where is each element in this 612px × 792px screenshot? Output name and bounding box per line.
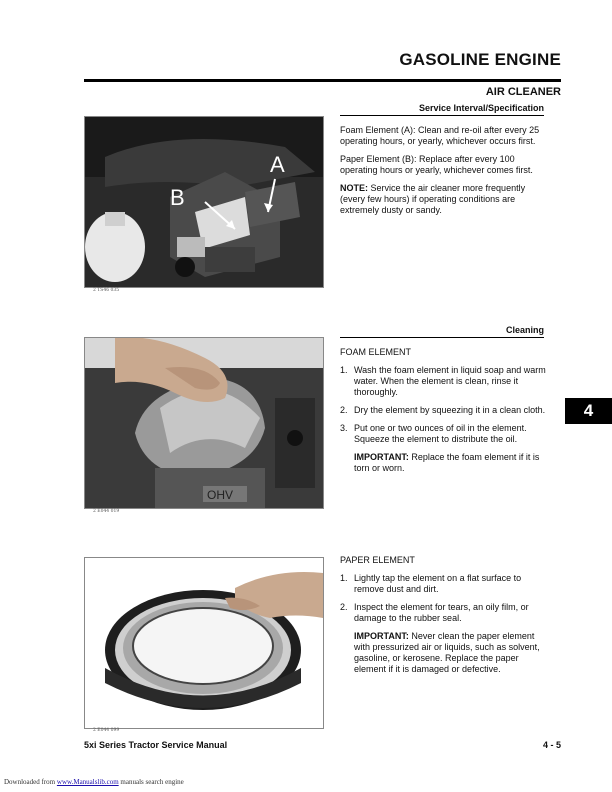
list-item: 2. Inspect the element for tears, an oily film, or damage to the rubber seal.	[340, 602, 529, 623]
photo-foam-element	[84, 337, 324, 509]
service-interval-text	[340, 125, 550, 223]
foam-steps	[340, 365, 546, 445]
photo-caption: 2 TS46 035	[93, 288, 120, 293]
photo-air-cleaner-location	[84, 116, 324, 288]
engine-label: OHV	[207, 488, 234, 502]
important-label: IMPORTANT:	[354, 631, 409, 641]
important-note: IMPORTANT: Replace the foam element if it is torn or worn.	[354, 452, 540, 473]
callout-b: B	[170, 185, 185, 210]
section-label-cleaning: Cleaning	[505, 325, 544, 335]
paper-heading: PAPER ELEMENT	[340, 555, 415, 565]
photo-caption: 2 E044 099	[93, 728, 120, 733]
section-title: AIR CLEANER	[485, 86, 561, 98]
important-label: IMPORTANT:	[354, 452, 409, 462]
footer-page-number: 4 - 5	[542, 740, 561, 750]
paper-cleaning-text	[340, 555, 546, 682]
manualslib-link[interactable]: www.Manualslib.com	[56, 778, 119, 786]
section-rule	[340, 115, 544, 116]
list-item: 3. Put one or two ounces of oil in the element. Squeeze the element to distribute the oil.	[340, 423, 527, 444]
section-label-service-interval: Service Interval/Specification	[418, 103, 544, 113]
foam-interval: Foam Element (A): Clean and re-oil after every 25 operating hours, or yearly, whichever occurs first.	[340, 125, 540, 146]
photo-caption: 2 E044 019	[93, 509, 120, 514]
chapter-tab: 4	[565, 398, 612, 424]
important-note: IMPORTANT: Never clean the paper element with pressurized air or liquids, such as solvent, gasoline, or kerosene. Replace the paper element if it is damaged or defective.	[354, 631, 540, 674]
note	[340, 183, 550, 216]
paper-steps	[340, 573, 546, 624]
header-rule	[84, 79, 561, 82]
section-rule	[340, 337, 544, 338]
foam-heading: FOAM ELEMENT	[340, 347, 412, 357]
photo-paper-element	[84, 557, 324, 729]
page-title: GASOLINE ENGINE	[399, 50, 561, 69]
list-item: 2. Dry the element by squeezing it in a clean cloth.	[340, 405, 546, 415]
paper-interval: Paper Element (B): Replace after every 100 operating hours or yearly, whichever comes first.	[340, 154, 533, 175]
foam-cleaning-text	[340, 347, 546, 481]
callout-a: A	[270, 152, 285, 177]
note-label: NOTE:	[340, 183, 368, 193]
footer-manual-title: 5xi Series Tractor Service Manual	[84, 740, 228, 750]
download-credit: Downloaded from www.Manualslib.com manuals search engine	[4, 778, 184, 786]
note-text: Service the air cleaner more frequently (every few hours) if operating conditions are extremely dusty or sandy.	[340, 183, 526, 215]
list-item: 1. Lightly tap the element on a flat surface to remove dust and dirt.	[340, 573, 522, 594]
list-item: 1. Wash the foam element in liquid soap and warm water. When the element is clean, rinse it thoroughly.	[340, 365, 546, 397]
